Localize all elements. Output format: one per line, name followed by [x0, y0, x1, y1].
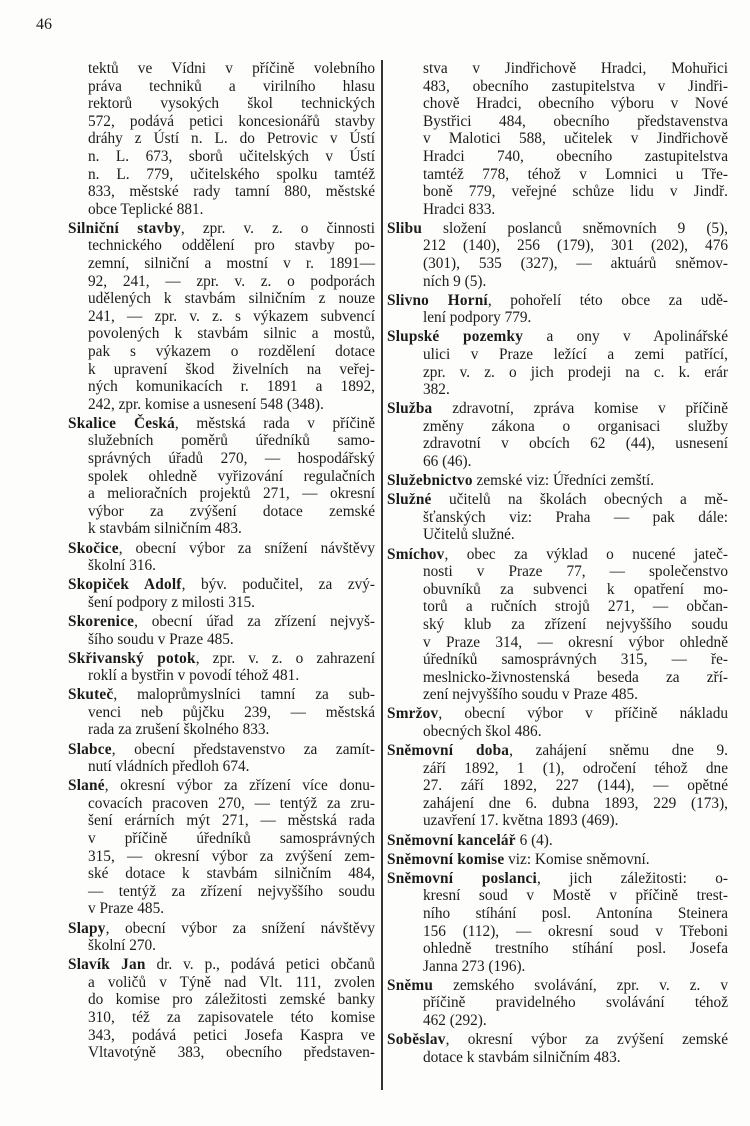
entry-text: složení poslanců sněmovních 9 (5),: [422, 219, 728, 237]
text-line: [88, 631, 375, 649]
entry-text: 310, též za zapisovatele této komise: [88, 1008, 375, 1026]
text-line: [88, 883, 375, 901]
entry-text: — tentýž za zřízení nejvyššího soudu: [88, 882, 375, 900]
index-entry: [68, 956, 375, 1062]
entry-text: covacích pracoven 270, — tentýž za zru-: [88, 794, 375, 812]
entry-text: zdravotní v obcích 62 (44), usnesení: [423, 435, 728, 453]
index-entry: [387, 400, 728, 470]
entry-text: , zpr. v. z. o činnosti: [180, 219, 375, 237]
text-line: [423, 130, 728, 148]
entry-text: úředníků samosprávných 315, — ře-: [423, 651, 728, 669]
text-line: [88, 432, 375, 450]
text-line: [88, 343, 375, 361]
entry-text: lení podpory 779.: [423, 309, 532, 327]
text-line: [88, 1027, 375, 1045]
text-line: [423, 616, 728, 634]
entry-text: 483, obecního zastupitelstva v Jindři-: [423, 77, 728, 95]
text-line: [88, 290, 375, 308]
text-line: [387, 851, 728, 869]
entry-text: ního stíhání posl. Antonína Steinera: [423, 904, 728, 922]
text-line: [68, 686, 375, 704]
text-line: [423, 598, 728, 616]
text-line: [88, 396, 375, 414]
text-line: [88, 594, 375, 612]
text-line: [423, 113, 728, 131]
entry-headword: Skočice: [68, 539, 119, 557]
entry-headword: Služba: [387, 400, 433, 418]
text-line: [423, 581, 728, 599]
entry-text: školní 270.: [88, 937, 156, 955]
entry-text: ních 9 (5).: [423, 272, 487, 290]
index-entry: [387, 832, 728, 850]
text-line: [423, 183, 728, 201]
text-line: [423, 795, 728, 813]
entry-text: zdravotní, zpráva komise v příčině: [432, 400, 728, 418]
entry-text: září 1892, 1 (1), odročení téhož dne: [423, 759, 728, 777]
text-line: [423, 1012, 728, 1030]
text-line: [88, 308, 375, 326]
index-column-right: [387, 60, 728, 1068]
entry-text: ných komunikacích r. 1891 a 1892,: [88, 378, 375, 396]
text-line: [387, 742, 728, 760]
text-line: [88, 485, 375, 503]
index-entry: [387, 60, 728, 218]
entry-text: dotace k stavbám silničním 483.: [423, 1048, 621, 1066]
text-line: [387, 1031, 728, 1049]
entry-text: 27. září 1892, 227 (144), — opětné: [423, 777, 728, 795]
text-line: [423, 958, 728, 976]
text-line: [68, 920, 375, 938]
entry-text: , obecní úřad za zřízení nejvyš-: [134, 612, 375, 630]
text-line: [88, 900, 375, 918]
text-line: [423, 201, 728, 219]
entry-text: spolek ohledně vyřizování regulačních: [88, 467, 375, 485]
index-entry: [68, 650, 375, 685]
entry-text: 6 (4).: [515, 831, 553, 849]
entry-text: zemské viz: Úředníci zemští.: [472, 472, 655, 490]
index-entry: [68, 777, 375, 918]
entry-text: dr. v. p., podává petici občanů: [145, 956, 375, 974]
text-line: [423, 381, 728, 399]
entry-text: ský klub za zřízení nejvyššího soudu: [423, 615, 728, 633]
text-line: [423, 148, 728, 166]
text-line: [423, 760, 728, 778]
entry-text: udělených k stavbám silničním z nouze: [88, 290, 375, 308]
entry-headword: Skopiček Adolf: [68, 576, 182, 594]
entry-text: do komise pro záležitosti zemské banky: [88, 991, 375, 1009]
entry-text: viz: Komise sněmovní.: [504, 850, 650, 868]
text-line: [88, 450, 375, 468]
text-line: [88, 201, 375, 219]
text-line: [88, 378, 375, 396]
text-line: [88, 974, 375, 992]
text-line: [387, 977, 728, 995]
text-line: [387, 220, 728, 238]
entry-text: kresní soud v Mostě v příčině trest-: [423, 887, 728, 905]
entry-text: , maloprůmyslníci tamní za sub-: [113, 686, 375, 704]
entry-text: 572, podává petici koncesionářů stavby: [88, 112, 375, 130]
entry-text: v Praze 314, — okresní výbor ohledně: [423, 633, 728, 651]
entry-text: , městská rada v příčině: [174, 414, 375, 432]
index-entry: [387, 705, 728, 740]
entry-text: 242, zpr. komise a usnesení 548 (348).: [88, 395, 324, 413]
text-line: [68, 956, 375, 974]
text-line: [423, 563, 728, 581]
text-line: [88, 557, 375, 575]
entry-headword: Sněmu: [387, 976, 434, 994]
entry-text: Janna 273 (196).: [423, 957, 526, 975]
index-entry: [68, 220, 375, 414]
text-line: [423, 526, 728, 544]
entry-headword: Slupské pozemky: [387, 328, 524, 346]
entry-text: šení podpory z milosti 315.: [88, 593, 255, 611]
text-line: [423, 1049, 728, 1067]
text-line: [423, 812, 728, 830]
entry-text: 462 (292).: [423, 1011, 487, 1029]
text-line: [88, 758, 375, 776]
text-line: [88, 95, 375, 113]
text-line: [387, 400, 728, 418]
entry-text: chově Hradci, obecního výboru v Nové: [423, 95, 728, 113]
entry-headword: Sněmovní komise: [387, 850, 505, 868]
text-line: [68, 540, 375, 558]
entry-text: školní 316.: [88, 557, 156, 575]
entry-headword: Slapy: [68, 919, 106, 937]
entry-text: zahájení dne 6. dubna 1893, 229 (173),: [423, 794, 728, 812]
text-line: [88, 795, 375, 813]
column-divider: [381, 60, 383, 1090]
text-line: [423, 273, 728, 291]
entry-text: nutí vládních předloh 674.: [88, 758, 250, 776]
entry-text: tamtéž 778, téhož v Lomnici u Tře-: [423, 165, 728, 183]
text-line: [68, 576, 375, 594]
text-line: [423, 60, 728, 78]
entry-headword: Sněmovní poslanci: [387, 869, 537, 887]
text-line: [423, 255, 728, 273]
index-entry: [68, 613, 375, 648]
text-line: [88, 812, 375, 830]
text-line: [423, 686, 728, 704]
index-entry: [387, 472, 728, 490]
entry-headword: Silniční stavby: [68, 219, 181, 237]
entry-text: příčině pravidelného svolávání téhož: [423, 994, 728, 1012]
entry-text: pak s výkazem o rozdělení dotace: [88, 343, 375, 360]
text-line: [88, 468, 375, 486]
text-line: [423, 923, 728, 941]
index-entry: [68, 576, 375, 611]
index-entry: [68, 920, 375, 955]
text-line: [68, 777, 375, 795]
index-entry: [387, 1031, 728, 1066]
index-entry: [68, 741, 375, 776]
entry-text: ské dotace k stavbám silničním 484,: [88, 865, 375, 883]
text-line: [68, 220, 375, 238]
text-line: [88, 1044, 375, 1062]
entry-text: v Malotici 588, učitelek v Jindřichově: [423, 130, 728, 148]
text-line: [387, 292, 728, 310]
text-line: [423, 651, 728, 669]
text-line: [423, 994, 728, 1012]
entry-text: šení erárních mýt 271, — městská rada: [88, 812, 375, 830]
entry-text: Hradci 833.: [423, 200, 496, 218]
entry-text: Vltavotýně 383, obecního představen-: [88, 1044, 375, 1062]
entry-text: venci neb půjčku 239, — městská: [88, 703, 375, 721]
entry-text: práva techniků a virilního hlasu: [88, 77, 375, 95]
index-entry: [68, 415, 375, 538]
text-line: [88, 60, 375, 78]
entry-text: povolených k stavbám silnic a mostů,: [88, 325, 375, 343]
text-line: [423, 887, 728, 905]
entry-text: učitelů na školách obecných a mě-: [431, 491, 728, 509]
text-line: [423, 78, 728, 96]
entry-headword: Slané: [68, 777, 105, 795]
entry-text: obce Teplické 881.: [88, 200, 204, 218]
entry-headword: Sněmovní kancelář: [387, 831, 516, 849]
text-line: [88, 503, 375, 521]
entry-headword: Slavík Jan: [68, 956, 146, 974]
text-line: [88, 848, 375, 866]
text-line: [423, 905, 728, 923]
text-line: [88, 183, 375, 201]
text-line: [88, 667, 375, 685]
entry-text: 212 (140), 256 (179), 301 (202), 476: [423, 237, 728, 255]
entry-headword: Slabce: [68, 740, 112, 758]
entry-text: změny zákona o organisaci služby: [423, 417, 728, 435]
index-entry: [387, 220, 728, 290]
text-line: [387, 491, 728, 509]
entry-text: v příčině úředníků samosprávných: [88, 830, 375, 848]
entry-text: , obecní představenstvo za zamít-: [111, 740, 375, 758]
text-line: [88, 1009, 375, 1027]
text-line: [88, 721, 375, 739]
entry-text: , býv. podučitel, za zvý-: [181, 576, 375, 594]
entry-headword: Smržov: [387, 705, 439, 723]
entry-text: tektů ve Vídni v příčině volebního: [88, 60, 375, 77]
text-line: [88, 78, 375, 96]
text-line: [387, 328, 728, 346]
index-entry: [387, 546, 728, 704]
entry-text: , zahájení sněmu dne 9.: [509, 742, 728, 760]
entry-text: rada za zrušení školného 833.: [88, 721, 270, 739]
entry-text: zpr. v. z. o jich prodeji na c. k. erár: [423, 363, 728, 381]
entry-text: , jich záležitosti: o-: [536, 869, 728, 887]
entry-text: šího soudu v Praze 485.: [88, 630, 234, 648]
text-line: [423, 95, 728, 113]
entry-headword: Soběslav: [387, 1031, 446, 1049]
entry-text: technického oddělení pro stavby po-: [88, 237, 375, 255]
index-entry: [68, 686, 375, 739]
text-line: [68, 741, 375, 759]
entry-headword: Smíchov: [387, 545, 445, 563]
text-line: [88, 520, 375, 538]
entry-text: roklí a bystřin v povodí téhož 481.: [88, 667, 300, 685]
entry-text: 382.: [423, 381, 450, 399]
entry-text: ohledně trestního stíhání posl. Josefa: [423, 940, 728, 958]
entry-text: 66 (46).: [423, 453, 472, 471]
text-line: [423, 364, 728, 382]
text-line: [423, 346, 728, 364]
entry-text: torů a ručních strojů 271, — občan-: [423, 598, 728, 616]
entry-text: 156 (112), — okresní soud v Třeboni: [423, 922, 728, 940]
entry-text: , obecní výbor v příčině nákladu: [438, 705, 728, 723]
entry-text: obuvníků za subvenci k opatření mo-: [423, 580, 728, 598]
entry-text: obecných škol 486.: [423, 722, 542, 740]
entry-headword: Skorenice: [68, 612, 135, 630]
text-line: [423, 166, 728, 184]
text-line: [68, 415, 375, 433]
entry-headword: Skalice Česká: [68, 414, 175, 432]
entry-text: správných úřadů 270, — hospodářský: [88, 450, 375, 468]
entry-text: , okresní výbor za zřízení více donu-: [104, 777, 375, 795]
text-line: [88, 991, 375, 1009]
text-line: [88, 130, 375, 148]
text-line: [88, 273, 375, 291]
entry-text: , obecní výbor za snížení návštěvy: [105, 919, 375, 937]
entry-text: 241, — zpr. v. z. s výkazem subvencí: [88, 307, 375, 325]
entry-headword: Skřivanský potok: [68, 649, 196, 667]
index-entry: [387, 851, 728, 869]
text-line: [423, 418, 728, 436]
text-line: [423, 777, 728, 795]
entry-text: nosti v Praze 77, — společenstvo: [423, 563, 728, 581]
entry-headword: Skuteč: [68, 686, 114, 704]
text-line: [88, 325, 375, 343]
index-entry: [68, 60, 375, 218]
text-line: [423, 723, 728, 741]
entry-text: v Praze 485.: [88, 900, 165, 918]
index-entry: [387, 328, 728, 398]
text-line: [68, 613, 375, 631]
entry-text: n. L. 779, učitelského spolku tamtéž: [88, 165, 375, 183]
entry-text: (301), 535 (327), — aktuárů sněmov-: [423, 255, 728, 273]
entry-text: zemského svolávání, zpr. v. z. v: [433, 976, 728, 994]
text-line: [88, 113, 375, 131]
text-line: [387, 472, 728, 490]
text-line: [88, 704, 375, 722]
entry-text: stva v Jindřichově Hradci, Mohuřici: [423, 60, 728, 77]
entry-text: výbor za zvýšení dotace zemské: [88, 502, 375, 520]
entry-text: 315, — okresní výbor za zvýšení zem-: [88, 847, 375, 865]
entry-text: služebních poměrů úředníků samo-: [88, 432, 375, 450]
text-line: [88, 255, 375, 273]
page-number: 46: [36, 16, 52, 33]
text-line: [387, 832, 728, 850]
entry-text: k stavbám silničním 483.: [88, 520, 242, 538]
entry-text: Hradci 740, obecního zastupitelstva: [423, 147, 728, 165]
text-line: [423, 435, 728, 453]
entry-headword: Slivno Horní: [387, 291, 488, 309]
entry-text: Bystřici 484, obecního představenstva: [423, 112, 728, 130]
entry-text: 833, městské rady tamní 880, městské: [88, 183, 375, 201]
entry-text: Učitelů služné.: [423, 526, 515, 544]
text-line: [88, 865, 375, 883]
entry-headword: Sněmovní doba: [387, 742, 510, 760]
text-line: [423, 453, 728, 471]
entry-text: šťanských viz: Praha — pak dále:: [423, 508, 728, 526]
text-line: [423, 309, 728, 327]
entry-text: rektorů vysokých škol technických: [88, 95, 375, 113]
entry-text: dráhy z Ústí n. L. do Petrovic v Ústí: [88, 130, 375, 148]
index-column-left: [68, 60, 375, 1063]
entry-text: , obecní výbor za snížení návštěvy: [118, 539, 375, 557]
text-line: [387, 546, 728, 564]
entry-text: a melioračních projektů 271, — okresní: [88, 485, 375, 503]
text-line: [88, 148, 375, 166]
text-line: [88, 237, 375, 255]
entry-text: a ony v Apolinářské: [523, 328, 728, 346]
entry-text: zemní, silniční a mostní v r. 1891—: [88, 255, 375, 273]
text-line: [423, 940, 728, 958]
entry-text: boně 779, veřejné schůze lidu v Jindř.: [423, 183, 728, 201]
text-line: [88, 361, 375, 379]
text-line: [423, 509, 728, 527]
text-line: [423, 669, 728, 687]
entry-headword: Služné: [387, 491, 432, 509]
text-line: [88, 830, 375, 848]
text-line: [423, 634, 728, 652]
entry-text: , zpr. v. z. o zahrazení: [195, 649, 375, 667]
entry-headword: Služebnictvo: [387, 472, 473, 490]
index-entry: [387, 742, 728, 830]
entry-text: a voličů v Týně nad Vlt. 111, zvolen: [88, 973, 375, 991]
text-line: [68, 650, 375, 668]
text-line: [387, 705, 728, 723]
entry-text: , obec za výklad o nucené jateč-: [444, 545, 728, 563]
entry-text: 343, podává petici Josefa Kaspra ve: [88, 1026, 375, 1044]
entry-text: , okresní výbor za zvýšení zemské: [445, 1031, 728, 1049]
index-entry: [387, 870, 728, 976]
index-entry: [387, 491, 728, 544]
index-entry: [68, 540, 375, 575]
entry-text: zení nejvyššího soudu v Praze 485.: [423, 686, 638, 704]
entry-headword: Slibu: [387, 219, 423, 237]
text-line: [423, 237, 728, 255]
entry-text: n. L. 673, sborů učitelských v Ústí: [88, 147, 375, 165]
entry-text: meslnicko-živnostenská beseda za zří-: [423, 668, 728, 686]
index-entry: [387, 977, 728, 1030]
text-line: [387, 870, 728, 888]
text-line: [88, 166, 375, 184]
index-entry: [387, 292, 728, 327]
text-line: [88, 937, 375, 955]
entry-text: ulici v Praze ležící a zemi patřící,: [423, 346, 728, 363]
entry-text: 92, 241, — zpr. v. z. o podporách: [88, 272, 375, 290]
entry-text: uzavření 17. května 1893 (469).: [423, 812, 619, 830]
entry-text: k upravení škod živelních na veřej-: [88, 360, 375, 378]
entry-text: , pohořelí této obce za udě-: [487, 291, 728, 309]
